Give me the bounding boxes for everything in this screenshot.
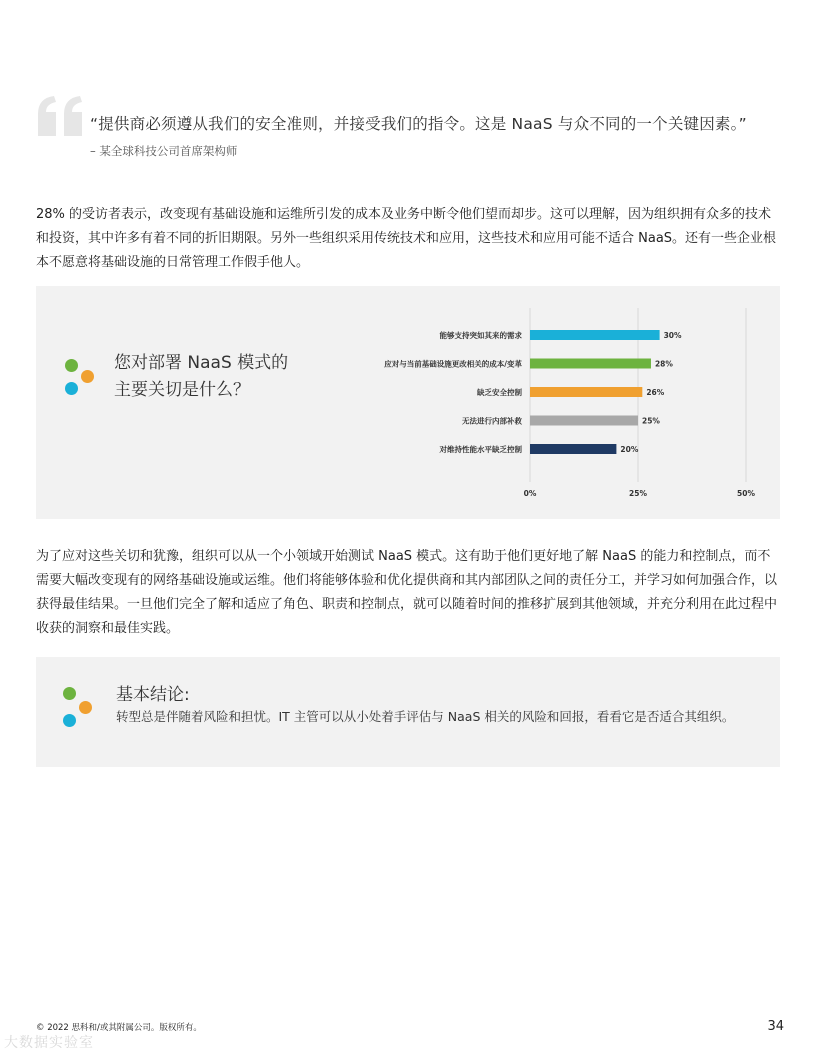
- blue-dot: [65, 382, 78, 395]
- x-tick-label: 25%: [629, 489, 647, 498]
- category-label: 应对与当前基础设施更改相关的成本/变革: [384, 359, 522, 369]
- green-dot: [65, 359, 78, 372]
- bar: [530, 330, 660, 340]
- chart-panel: [36, 286, 780, 519]
- footer-copyright: © 2022 思科和/或其附属公司。版权所有。: [36, 1023, 202, 1033]
- bar: [530, 359, 651, 369]
- conclusion-panel: [36, 657, 780, 767]
- category-label: 对维持性能水平缺乏控制: [439, 445, 522, 454]
- bar: [530, 387, 642, 397]
- body-paragraph-1: 28% 的受访者表示，改变现有基础设施和运维所引发的成本及业务中断令他们望而却步。这可以理解，因为组织拥有众多的技术和投资，其中许多有着不同的折旧期限。另外一些组织采用传统技术和应用，这些技术和应用可能不适合 NaaS。还有一些企业根本不愿意将基础设施的日常管理工作假手他人。: [36, 207, 777, 270]
- blue-dot: [63, 714, 76, 727]
- bar: [530, 416, 638, 426]
- data-label: 26%: [646, 388, 665, 397]
- category-label: 无法进行内部补救: [462, 416, 522, 426]
- brand-dots-icon: [64, 358, 100, 394]
- orange-dot: [81, 370, 94, 383]
- body-paragraph-2: 为了应对这些关切和犹豫，组织可以从一个小领域开始测试 NaaS 模式。这有助于他们更好地了解 NaaS 的能力和控制点，而不需要大幅改变现有的网络基础设施或运维。他们将能够体验和优化提供商和其内部团队之间的责任分工，并学习如何加强合作，以获得最佳结果。一旦他们完全了解和适应了角色、职责和控制点，就可以随着时间的推移扩展到其他领域，并充分利用在此过程中收获的洞察和最佳实践。: [36, 549, 778, 636]
- quote-mark-icon: [36, 92, 88, 144]
- category-label: 缺乏安全控制: [477, 388, 522, 397]
- chart-question: [114, 350, 288, 404]
- brand-dots-icon: [62, 686, 98, 722]
- x-tick-label: 50%: [737, 489, 755, 498]
- quote-text: “提供商必须遵从我们的安全准则，并接受我们的指令。这是 NaaS 与众不同的一个关键因素。”: [90, 115, 747, 133]
- page-number: 34: [767, 1019, 784, 1034]
- quote-attribution: – 某全球科技公司首席架构师: [90, 144, 238, 158]
- bar-chart: [326, 286, 776, 519]
- data-label: 28%: [654, 359, 673, 369]
- watermark: 大数据实验室: [4, 1035, 94, 1051]
- data-label: 30%: [663, 331, 682, 340]
- chart-question-line2: 主要关切是什么？: [114, 380, 250, 400]
- conclusion-text: 转型总是伴随着风险和担忧。IT 主管可以从小处着手评估与 NaaS 相关的风险和回报，看看它是否适合其组织。: [116, 709, 735, 724]
- data-label: 25%: [642, 416, 660, 426]
- data-label: 20%: [620, 445, 639, 454]
- orange-dot: [79, 701, 92, 714]
- chart-question-line1: 您对部署 NaaS 模式的: [114, 353, 289, 373]
- conclusion-title: 基本结论:: [116, 685, 190, 705]
- x-tick-label: 0%: [523, 489, 537, 498]
- bar: [530, 444, 616, 454]
- category-label: 能够支持突如其来的需求: [439, 331, 522, 340]
- green-dot: [63, 687, 76, 700]
